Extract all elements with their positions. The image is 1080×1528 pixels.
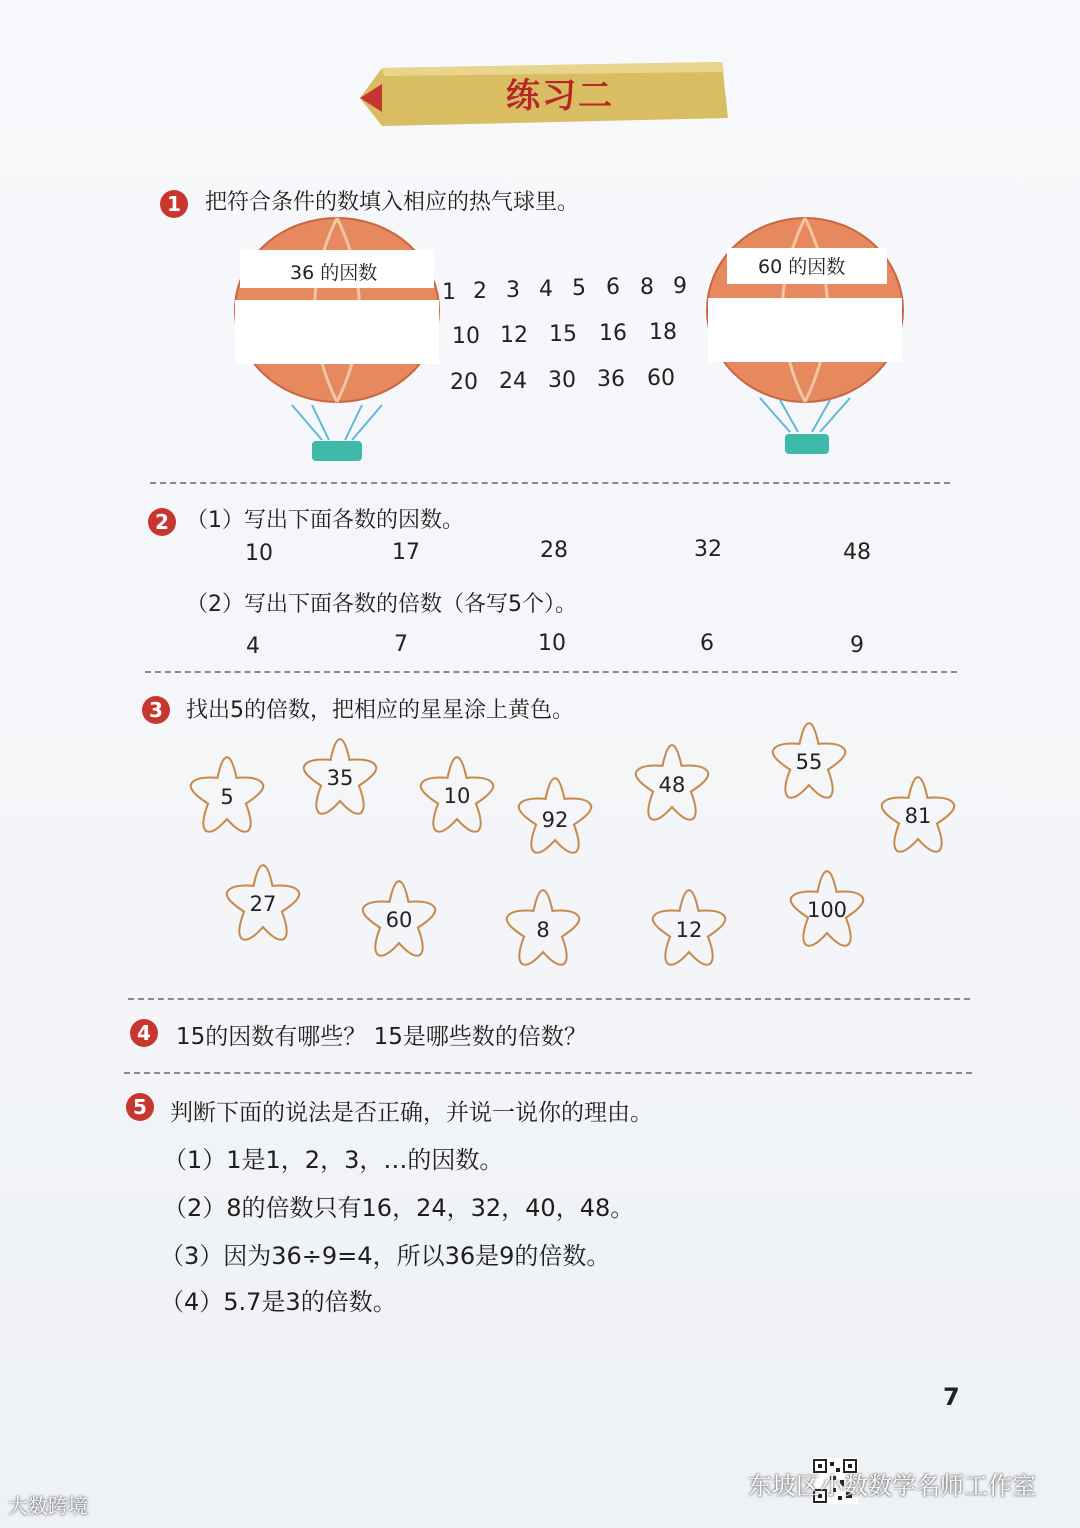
question-3-text: 找出5的倍数，把相应的星星涂上黄色。 (186, 698, 574, 723)
watermark-left: 大数跨境 (8, 1494, 88, 1518)
question-5-text: 判断下面的说法是否正确，并说一说你的理由。 (170, 1100, 653, 1126)
number-4: 4 (539, 277, 553, 302)
q2-multiple-number: 6 (700, 631, 714, 656)
number-1: 1 (442, 280, 456, 305)
question-number-2: 2 (148, 508, 176, 536)
number-20: 20 (450, 370, 478, 395)
statement-3: （3）因为36÷9=4，所以36是9的倍数。 (160, 1242, 611, 1270)
number-10: 10 (452, 324, 480, 349)
star-label: 35 (326, 766, 354, 790)
number-36: 36 (597, 367, 625, 392)
statement-2: （2）8的倍数只有16，24，32，40，48。 (163, 1194, 635, 1222)
q2-number: 10 (245, 541, 273, 566)
number-18: 18 (649, 320, 677, 345)
question-number-4: 4 (130, 1019, 158, 1047)
q2-number: 17 (392, 540, 420, 565)
question-number-3: 3 (142, 696, 170, 724)
q2-number: 32 (694, 537, 722, 562)
divider (150, 482, 950, 484)
number-2: 2 (473, 279, 487, 304)
q2-multiple-number: 10 (538, 631, 566, 656)
balloon-right-label: 60 的因数 (758, 256, 846, 278)
watermark-right: 东坡区小数数学名师工作室 (748, 1472, 1036, 1500)
star-label: 10 (443, 784, 471, 808)
statement-4: （4）5.7是3的倍数。 (160, 1288, 397, 1316)
balloon-right-icon (705, 210, 905, 460)
q2-number: 48 (843, 540, 871, 565)
star-label: 100 (806, 898, 848, 922)
star-label: 12 (675, 918, 703, 942)
star-label: 60 (385, 908, 413, 932)
question-number-1: 1 (160, 190, 188, 218)
question-4-text: 15的因数有哪些？ 15是哪些数的倍数？ (176, 1024, 587, 1050)
question-1-text: 把符合条件的数填入相应的热气球里。 (205, 190, 580, 215)
star-label: 55 (795, 750, 823, 774)
question-2-part1: （1）写出下面各数的因数。 (186, 508, 464, 533)
balloon-left-icon (232, 215, 442, 465)
q2-multiple-number: 4 (246, 634, 260, 659)
number-12: 12 (500, 323, 528, 348)
star-label: 8 (536, 918, 550, 942)
page-title: 练习二 (506, 76, 614, 116)
star-label: 81 (904, 804, 932, 828)
star-label: 92 (541, 808, 569, 832)
q2-multiple-number: 9 (850, 633, 864, 658)
star-label: 5 (220, 785, 234, 809)
number-60: 60 (647, 366, 675, 391)
number-15: 15 (549, 322, 577, 347)
divider (145, 671, 957, 673)
divider (124, 1072, 972, 1074)
divider (128, 998, 970, 1000)
number-6: 6 (606, 275, 620, 300)
star-label: 27 (249, 892, 277, 916)
question-number-5: 5 (126, 1093, 154, 1121)
number-5: 5 (572, 276, 586, 301)
number-8: 8 (640, 275, 654, 300)
number-9: 9 (673, 274, 687, 299)
number-16: 16 (599, 321, 627, 346)
page-number: 7 (943, 1383, 960, 1411)
question-2-part2: （2）写出下面各数的倍数（各写5个）。 (186, 592, 577, 617)
number-30: 30 (548, 368, 576, 393)
q2-number: 28 (540, 538, 568, 563)
number-3: 3 (506, 278, 520, 303)
balloon-left-label: 36 的因数 (290, 262, 378, 284)
number-24: 24 (499, 369, 527, 394)
q2-multiple-number: 7 (394, 632, 408, 657)
star-label: 48 (658, 773, 686, 797)
statement-1: （1）1是1，2，3，…的因数。 (163, 1146, 504, 1174)
